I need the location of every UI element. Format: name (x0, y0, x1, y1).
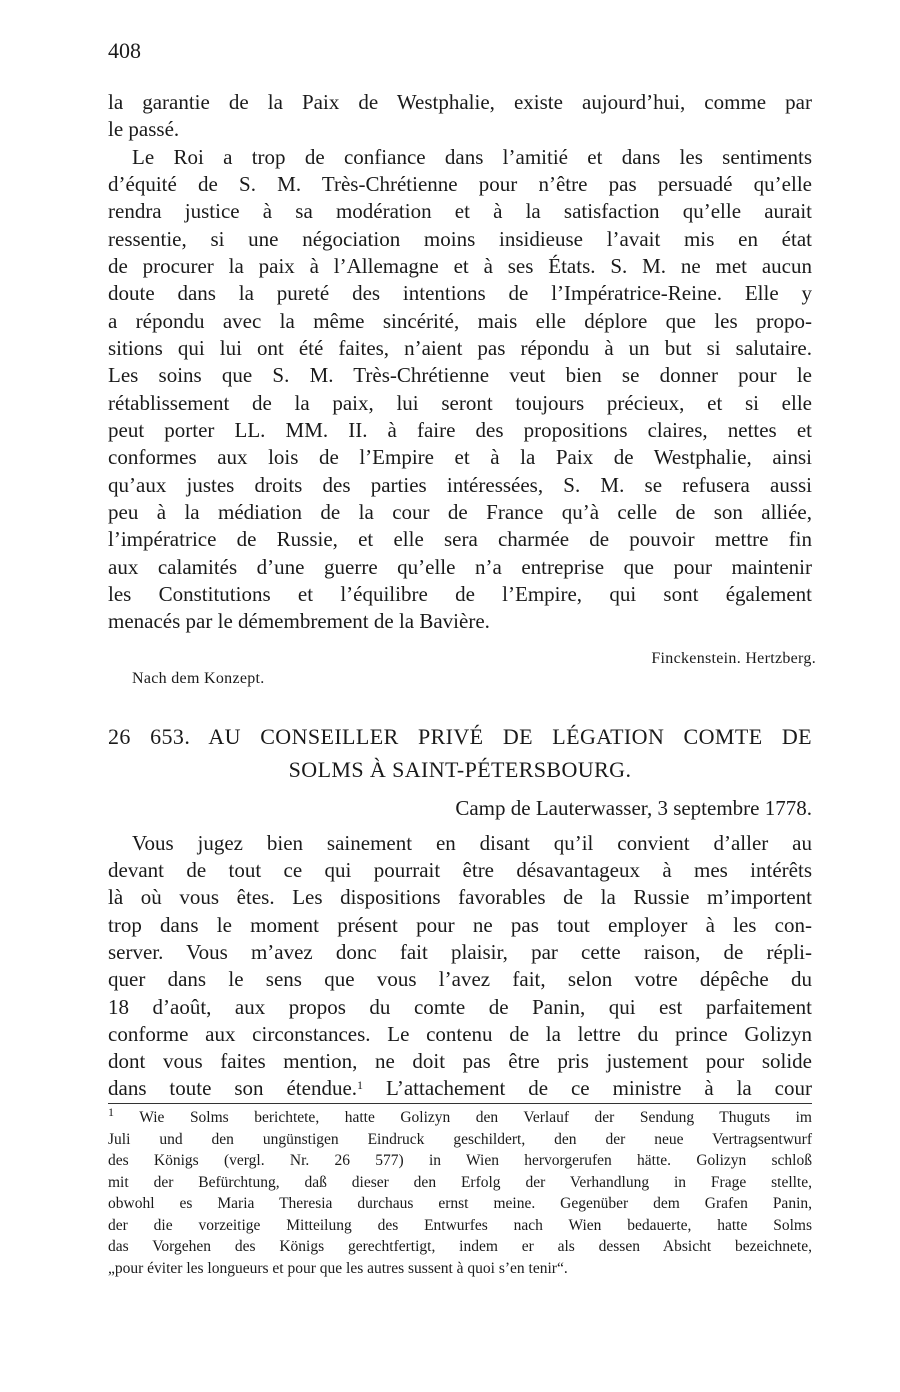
text-line: server. Vous m’avez donc fait plaisir, par cette raison, de répli- (108, 940, 812, 964)
text-line: quer dans le sens que vous l’avez fait, selon votre dépêche du (108, 967, 812, 991)
footnote-text: Wie Solms berichtete, hatte Golizyn den Verlauf der Sendung Thuguts im (139, 1109, 812, 1126)
text-line: dont vous faites mention, ne doit pas être pris justement pour solide (108, 1049, 812, 1073)
text-line: là où vous êtes. Les dispositions favorables de la Russie m’importent (108, 885, 812, 909)
footnote-line (108, 1107, 812, 1129)
text-fragment: dans toute son étendue. (108, 1076, 358, 1100)
footnote-reference: 1 (357, 1078, 364, 1092)
text-line: de procurer la paix à l’Allemagne et à ses États. S. M. ne met aucun (108, 254, 812, 278)
text-line: devant de tout ce qui pourrait être désavantageux à mes intérêts (108, 858, 812, 882)
text-line: sitions qui lui ont été faites, n’aient pas répondu à un but si salutaire. (108, 336, 812, 360)
text-line: conforme aux circonstances. Le contenu de la lettre du prince Golizyn (108, 1022, 812, 1046)
text-line: trop dans le moment présent pour ne pas tout employer à les con- (108, 913, 812, 937)
text-line: rétablissement de la paix, lui seront toujours précieux, et si elle (108, 391, 812, 415)
text-line: 18 d’août, aux propos du comte de Panin, qui est parfaitement (108, 995, 812, 1019)
text-line: ressentie, si une négociation moins insidieuse l’avait mis en état (108, 227, 812, 251)
text-line (108, 1075, 812, 1102)
text-line: Le Roi a trop de confiance dans l’amitié et dans les sentiments (132, 145, 812, 169)
text-line: les Constitutions et l’équilibre de l’Empire, qui sont également (108, 582, 812, 606)
text-line: aux calamités d’une guerre qu’elle n’a entreprise que pour maintenir (108, 555, 812, 579)
text-line: peu à la médiation de la cour de France qu’à celle de son alliée, (108, 500, 812, 524)
footnote-marker: 1 (108, 1105, 114, 1119)
text-line: rendra justice à sa modération et à la satisfaction qu’elle aurait (108, 199, 812, 223)
dateline: Camp de Lauterwasser, 3 septembre 1778. (455, 796, 812, 820)
footnote-line: der die vorzeitige Mitteilung des Entwurfes nach Wien bedauerte, hatte Solms (108, 1217, 812, 1234)
text-line: a répondu avec la même sincérité, mais elle déplore que les propo- (108, 309, 812, 333)
footnote-line: obwohl es Maria Theresia durchaus ernst meine. Gegenüber dem Grafen Panin, (108, 1195, 812, 1212)
section-heading: 26 653. AU CONSEILLER PRIVÉ DE LÉGATION COMTE DE (108, 724, 812, 749)
text-line: Vous jugez bien sainement en disant qu’il convient d’aller au (132, 831, 812, 855)
footnote-line: Juli und den ungünstigen Eindruck geschildert, den der neue Vertragsentwurf (108, 1131, 812, 1148)
text-line: le passé. (108, 117, 180, 141)
footnote-line: „pour éviter les longueurs et pour que les autres sussent à quoi s’en tenir“. (108, 1260, 568, 1277)
text-line: peut porter LL. MM. II. à faire des propositions claires, nettes et (108, 418, 812, 442)
footnote-line: das Vorgehen des Königs gerechtfertigt, indem er als dessen Absicht bezeichnete, (108, 1238, 812, 1255)
section-heading-continued: SOLMS À SAINT-PÉTERSBOURG. (288, 757, 632, 782)
text-fragment: L’attachement de ce ministre à la cour (385, 1076, 812, 1100)
text-line: la garantie de la Paix de Westphalie, existe aujourd’hui, comme par (108, 90, 812, 114)
signature: Finckenstein. Hertzberg. (651, 650, 816, 667)
text-line: conformes aux lois de l’Empire et à la Paix de Westphalie, ainsi (108, 445, 812, 469)
text-line: d’équité de S. M. Très-Chrétienne pour n’être pas persuadé qu’elle (108, 172, 812, 196)
source-note: Nach dem Konzept. (132, 670, 265, 687)
text-line: qu’aux justes droits des parties intéressées, S. M. se refusera aussi (108, 473, 812, 497)
text-line: Les soins que S. M. Très-Chrétienne veut bien se donner pour le (108, 363, 812, 387)
text-line: l’impératrice de Russie, et elle sera charmée de pouvoir mettre fin (108, 527, 812, 551)
footnote-line: des Königs (vergl. Nr. 26 577) in Wien hervorgerufen hätte. Golizyn schloß (108, 1152, 812, 1169)
page-number: 408 (108, 38, 141, 63)
footnote-line: mit der Befürchtung, daß dieser den Erfolg der Verhandlung in Frage stellte, (108, 1174, 812, 1191)
text-line: menacés par le démembrement de la Bavière. (108, 609, 490, 633)
text-line: doute dans la pureté des intentions de l’Impératrice-Reine. Elle y (108, 281, 812, 305)
footnote-divider (108, 1103, 812, 1104)
